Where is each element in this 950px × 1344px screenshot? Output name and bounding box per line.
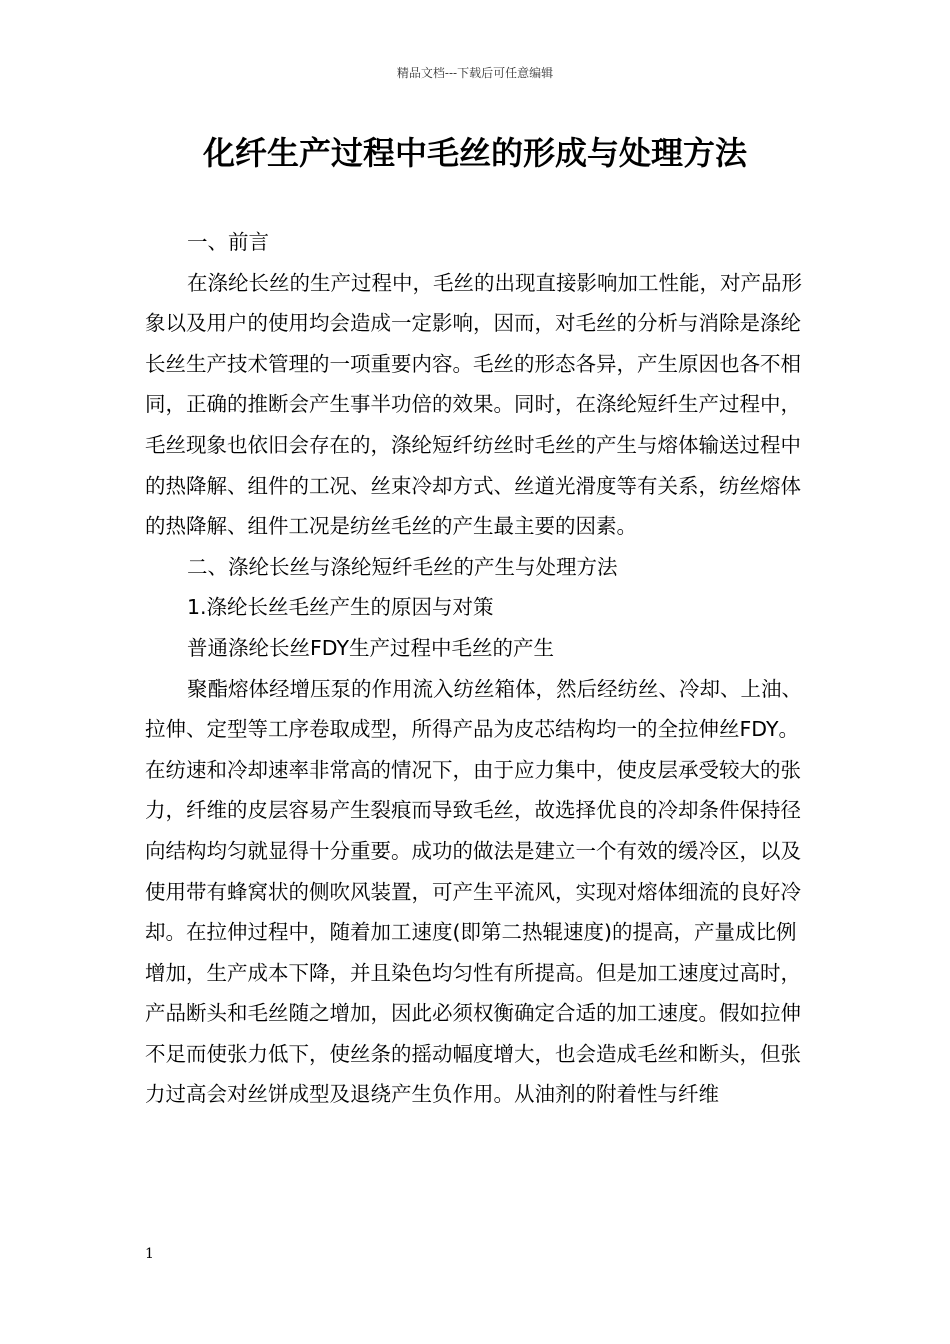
document-body <box>145 222 805 1115</box>
section-heading-causes: 二、涤纶长丝与涤纶短纤毛丝的产生与处理方法 <box>187 554 618 579</box>
subsection-heading-filament: 1.涤纶长丝毛丝产生的原因与对策 <box>187 595 494 620</box>
section-heading-preface: 一、前言 <box>187 230 269 254</box>
paragraph-fdy-process: 聚酯熔体经增压泵的作用流入纺丝箱体，然后经纺丝、冷却、上油、拉伸、定型等工序卷取成型，所得产品为皮芯结构均一的全拉伸丝FDY。在纺速和冷却速率非常高的情况下，由于应力集中，使皮层承受较大的张力，纤维的皮层容易产生裂痕而导致毛丝，故选择优良的冷却条件保持径向结构均匀就显得十分重要。成功的做法是建立一个有效的缓冷区，以及使用带有蜂窝状的侧吹风装置，可产生平流风，实现对熔体细流的良好冷却。在拉伸过程中，随着加工速度(即第二热辊速度)的提高，产量成比例增加，生产成本下降，并且染色均匀性有所提高。但是加工速度过高时，产品断头和毛丝随之增加，因此必须权衡确定合适的加工速度。假如拉伸不足而使张力低下，使丝条的摇动幅度增大，也会造成毛丝和断头，但张力过高会对丝饼成型及退绕产生负作用。从油剂的附着性与纤维 <box>145 676 802 1107</box>
subsection-heading-fdy: 普通涤纶长丝FDY生产过程中毛丝的产生 <box>187 635 554 660</box>
header-note: 精品文档---下载后可任意编辑 <box>396 66 554 80</box>
paragraph-intro: 在涤纶长丝的生产过程中，毛丝的出现直接影响加工性能，对产品形象以及用户的使用均会造成一定影响，因而，对毛丝的分析与消除是涤纶长丝生产技术管理的一项重要内容。毛丝的形态各异，产生原因也各不相同，正确的推断会产生事半功倍的效果。同时，在涤纶短纤生产过程中，毛丝现象也依旧会存在的，涤纶短纤纺丝时毛丝的产生与熔体输送过程中的热降解、组件的工况、丝束冷却方式、丝道光滑度等有关系，纺丝熔体的热降解、组件工况是纺丝毛丝的产生最主要的因素。 <box>145 270 802 539</box>
document-title: 化纤生产过程中毛丝的形成与处理方法 <box>202 134 747 172</box>
page-number: 1 <box>145 1246 154 1262</box>
